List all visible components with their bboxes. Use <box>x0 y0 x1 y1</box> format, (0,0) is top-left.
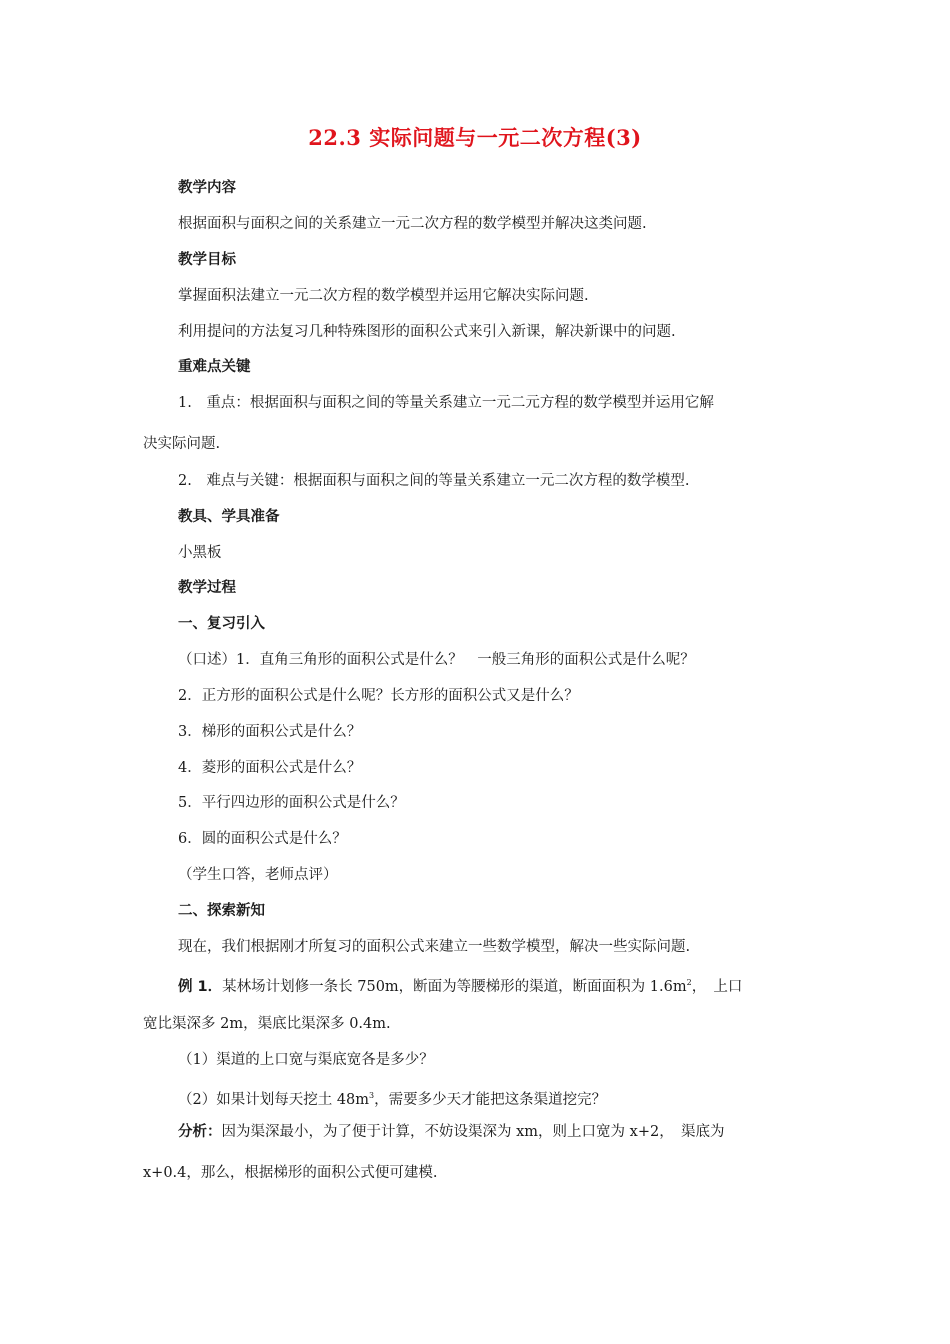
key-point-1-line-1: 1. 重点：根据面积与面积之间的等量关系建立一元二元方程的数学模型并运用它解 <box>178 395 714 411</box>
review-question-5: 5．平行四边形的面积公式是什么？ <box>178 795 405 811</box>
review-question-3: 3．梯形的面积公式是什么？ <box>178 724 362 740</box>
analysis-label: 分析： <box>178 1124 222 1140</box>
page-title: 22.3 实际问题与一元二次方程(3) <box>308 125 642 150</box>
process-heading: 教学过程 <box>178 580 236 596</box>
superscript-2: 2 <box>686 978 692 987</box>
example-1-line-2: 宽比渠深多 2m，渠底比渠深多 0.4m. <box>143 1016 391 1032</box>
content-text: 根据面积与面积之间的关系建立一元二次方程的数学模型并解决这类问题. <box>178 216 647 232</box>
example-question-1: （1）渠道的上口宽与渠底宽各是多少？ <box>178 1052 434 1068</box>
example-q2-text-b: ，需要多少天才能把这条渠道挖完？ <box>374 1092 607 1108</box>
key-heading: 重难点关键 <box>178 359 251 375</box>
tools-heading: 教具、学具准备 <box>178 509 280 525</box>
example-question-2 <box>178 1086 606 1110</box>
key-point-1-line-2: 决实际问题. <box>143 436 221 452</box>
review-question-2: 2．正方形的面积公式是什么呢？长方形的面积公式又是什么？ <box>178 688 579 704</box>
superscript-3: 3 <box>369 1091 375 1100</box>
section-1-heading: 一、复习引入 <box>178 616 265 632</box>
review-note: （学生口答，老师点评） <box>178 867 338 883</box>
review-question-6: 6．圆的面积公式是什么？ <box>178 831 347 847</box>
section-2-heading: 二、探索新知 <box>178 903 265 919</box>
review-question-4: 4．菱形的面积公式是什么？ <box>178 760 362 776</box>
explore-intro: 现在，我们根据刚才所复习的面积公式来建立一些数学模型，解决一些实际问题. <box>178 939 691 955</box>
example-q2-text-a: （2）如果计划每天挖土 48m <box>178 1092 370 1108</box>
analysis-line-2: x+0.4，那么，根据梯形的面积公式便可建模. <box>143 1165 438 1181</box>
analysis-text: 因为渠深最小，为了便于计算，不妨设渠深为 xm，则上口宽为 x+2， 渠底为 <box>221 1124 725 1140</box>
example-label: 例 1． <box>178 979 223 995</box>
key-point-2: 2. 难点与关键：根据面积与面积之间的等量关系建立一元二次方程的数学模型. <box>178 473 690 489</box>
goal-text-1: 掌握面积法建立一元二次方程的数学模型并运用它解决实际问题. <box>178 288 589 304</box>
example-1-line-1 <box>178 973 742 997</box>
example-text-b: ， 上口 <box>691 979 743 995</box>
goal-text-2: 利用提问的方法复习几种特殊图形的面积公式来引入新课，解决新课中的问题. <box>178 324 676 340</box>
example-text-a: 某林场计划修一条长 750m，断面为等腰梯形的渠道，断面面积为 1.6m <box>222 979 687 995</box>
analysis-line-1 <box>178 1122 724 1142</box>
tools-text: 小黑板 <box>178 545 222 561</box>
goal-heading: 教学目标 <box>178 252 236 268</box>
content-heading: 教学内容 <box>178 180 236 196</box>
review-question-1: （口述）1．直角三角形的面积公式是什么？ 一般三角形的面积公式是什么呢？ <box>178 652 695 668</box>
